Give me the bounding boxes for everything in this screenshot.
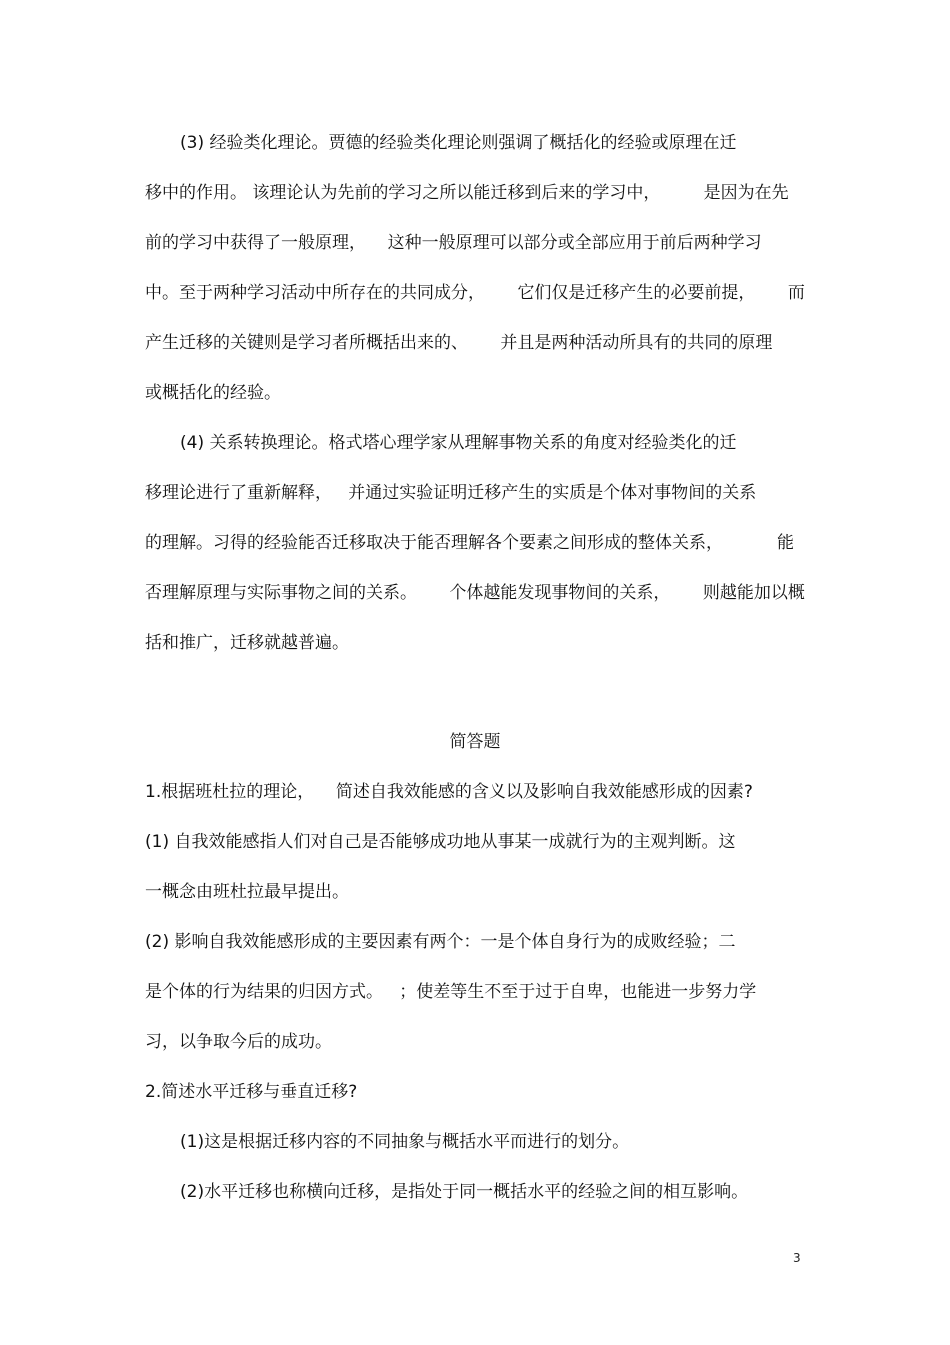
paragraph-4-line-5: 括和推广，迁移就越普遍。 xyxy=(145,633,349,653)
paragraph-4-line-3: 的理解。习得的经验能否迁移取决于能否理解各个要素之间形成的整体关系， 能 xyxy=(145,533,795,553)
paragraph-3-line-4: 中。至于两种学习活动中所存在的共同成分， 它们仅是迁移产生的必要前提， 而 xyxy=(145,283,805,303)
paragraph-3-line-2: 移中的作用。 该理论认为先前的学习之所以能迁移到后来的学习中， 是因为在先 xyxy=(145,183,789,203)
answer-1-2-line-1: (2) 影响自我效能感形成的主要因素有两个：一是个体自身行为的成败经验；二 xyxy=(145,932,736,952)
paragraph-3-line-6: 或概括化的经验。 xyxy=(145,383,281,403)
paragraph-3-line-5: 产生迁移的关键则是学习者所概括出来的、 并且是两种活动所具有的共同的原理 xyxy=(145,333,773,353)
answer-2-2: (2)水平迁移也称横向迁移，是指处于同一概括水平的经验之间的相互影响。 xyxy=(180,1182,749,1202)
answer-2-1: (1)这是根据迁移内容的不同抽象与概括水平而进行的划分。 xyxy=(180,1132,630,1152)
answer-1-2-line-3: 习，以争取今后的成功。 xyxy=(145,1032,332,1052)
question-1: 1.根据班杜拉的理论， 简述自我效能感的含义以及影响自我效能感形成的因素? xyxy=(145,782,753,802)
paragraph-4-line-2: 移理论进行了重新解释， 并通过实验证明迁移产生的实质是个体对事物间的关系 xyxy=(145,483,757,503)
question-2: 2.简述水平迁移与垂直迁移? xyxy=(145,1082,358,1102)
paragraph-4-line-4: 否理解原理与实际事物之间的关系。 个体越能发现事物间的关系， 则越能加以概 xyxy=(145,583,805,603)
section-heading: 简答题 xyxy=(449,732,501,752)
answer-1-1-line-2: 一概念由班杜拉最早提出。 xyxy=(145,882,349,902)
paragraph-3-line-3: 前的学习中获得了一般原理， 这种一般原理可以部分或全部应用于前后两种学习 xyxy=(145,233,762,253)
answer-1-1-line-1: (1) 自我效能感指人们对自己是否能够成功地从事某一成就行为的主观判断。这 xyxy=(145,832,736,852)
paragraph-4-line-1: (4) 关系转换理论。格式塔心理学家从理解事物关系的角度对经验类化的迁 xyxy=(180,433,737,453)
page-number: 3 xyxy=(793,1251,801,1265)
answer-1-2-line-2: 是个体的行为结果的归因方式。 ；使差等生不至于过于自卑，也能进一步努力学 xyxy=(145,982,757,1002)
paragraph-3-line-1: (3) 经验类化理论。贾德的经验类化理论则强调了概括化的经验或原理在迁 xyxy=(180,133,737,153)
